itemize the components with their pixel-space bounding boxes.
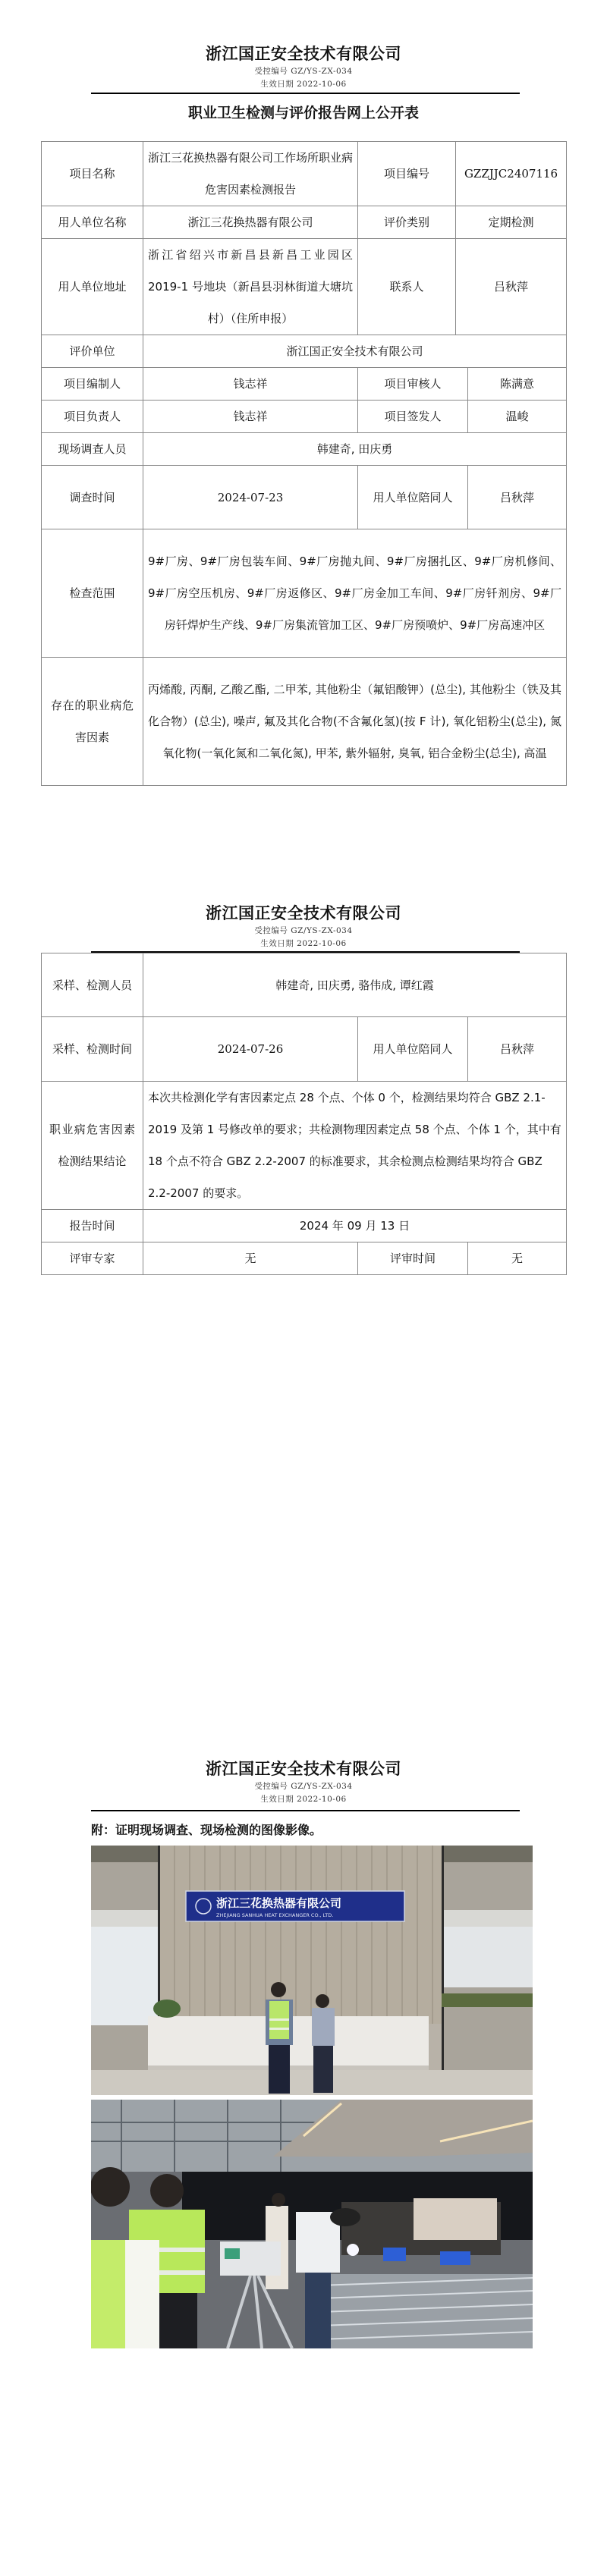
table-row: [42, 368, 567, 401]
company-name: 浙江国正安全技术有限公司: [206, 1759, 401, 1778]
table-row: [42, 1017, 567, 1082]
label-report-time: 报告时间: [42, 1210, 143, 1242]
value-employer-name: 浙江三花换热器有限公司: [143, 206, 358, 239]
company-name: 浙江国正安全技术有限公司: [206, 44, 401, 63]
header-rule: [91, 93, 520, 94]
value-eval-type: 定期检测: [456, 206, 567, 239]
value-leader: 钱志祥: [143, 401, 358, 433]
value-sampling-time: 2024-07-26: [143, 1017, 358, 1082]
value-hazards: 丙烯酸, 丙酮, 乙酸乙酯, 二甲苯, 其他粉尘（氟铝酸钾）(总尘), 其他粉尘（铁及其化合物）(总尘), 噪声, 氟及其化合物(不含氟化氢)(按 F 计), 氧化铝粉尘(总尘), 氮氧化物(一氧化氮和二氧化氮), 甲苯, 紫外辐射, 臭氧, 铝合金粉尘(总尘), 高温: [143, 658, 567, 786]
label-issuer: 项目签发人: [358, 401, 468, 433]
value-scope: 9#厂房、9#厂房包装车间、9#厂房抛丸间、9#厂房捆扎区、9#厂房机修间、9#厂房空压机房、9#厂房返修区、9#厂房金加工车间、9#厂房钎剂房、9#厂房钎焊炉生产线、9#厂房集流管加工区、9#厂房预喷炉、9#厂房高速冲区: [143, 529, 567, 658]
sign-text-cn: 浙江三花换热器有限公司: [216, 1896, 342, 1910]
table-row: [42, 1210, 567, 1242]
value-eval-org: 浙江国正安全技术有限公司: [143, 335, 567, 368]
effective-date: 生效日期 2022-10-06: [260, 1795, 347, 1804]
value-project-no: GZZJJC2407116: [456, 142, 567, 206]
photo-workshop: [91, 2100, 533, 2348]
table-row: [42, 953, 567, 1017]
table-row: [42, 466, 567, 529]
value-survey-time: 2024-07-23: [143, 466, 358, 529]
label-sampling-staff: 采样、检测人员: [42, 953, 143, 1017]
label-eval-type: 评价类别: [358, 206, 456, 239]
table-row: [42, 658, 567, 786]
control-number: 受控编号 GZ/YS-ZX-034: [254, 1782, 353, 1791]
label-project-no: 项目编号: [358, 142, 456, 206]
table-row: [42, 335, 567, 368]
label-accompany: 用人单位陪同人: [358, 1017, 468, 1082]
report-table-2: [41, 953, 567, 1275]
label-reviewer: 项目审核人: [358, 368, 468, 401]
label-compiler: 项目编制人: [42, 368, 143, 401]
label-project-name: 项目名称: [42, 142, 143, 206]
photo-lobby: [91, 1846, 533, 2095]
label-review-time: 评审时间: [358, 1242, 468, 1275]
report-table-1: [41, 141, 567, 786]
value-report-time: 2024 年 09 月 13 日: [143, 1210, 567, 1242]
label-survey-time: 调查时间: [42, 466, 143, 529]
attachment-caption: 附：证明现场调查、现场检测的图像影像。: [91, 1823, 322, 1837]
value-expert: 无: [143, 1242, 358, 1275]
table-row: [42, 529, 567, 658]
value-employer-address: 浙江省绍兴市新昌县新昌工业园区 2019-1 号地块（新昌县羽林街道大塘坑村）（住所申报）: [143, 239, 358, 335]
label-leader: 项目负责人: [42, 401, 143, 433]
label-contact: 联系人: [358, 239, 456, 335]
value-conclusion: 本次共检测化学有害因素定点 28 个点、个体 0 个，检测结果均符合 GBZ 2.1-2019 及第 1 号修改单的要求；共检测物理因素定点 58 个点、个体 1 个，其中有 18 个点不符合 GBZ 2.2-2007 的标准要求，其余检测点检测结果均符合 GBZ 2.2-2007 的要求。: [143, 1082, 567, 1210]
label-expert: 评审专家: [42, 1242, 143, 1275]
header-rule: [91, 1810, 520, 1811]
value-issuer: 温峻: [468, 401, 567, 433]
value-accompany: 吕秋萍: [468, 466, 567, 529]
label-conclusion: 职业病危害因素检测结果结论: [42, 1082, 143, 1210]
company-name: 浙江国正安全技术有限公司: [206, 903, 401, 922]
table-row: [42, 206, 567, 239]
table-row: [42, 433, 567, 466]
value-compiler: 钱志祥: [143, 368, 358, 401]
value-reviewer: 陈满意: [468, 368, 567, 401]
table-row: [42, 1242, 567, 1275]
value-project-name: 浙江三花换热器有限公司工作场所职业病危害因素检测报告: [143, 142, 358, 206]
table-row: [42, 142, 567, 206]
control-number: 受控编号 GZ/YS-ZX-034: [254, 926, 353, 935]
page-title: 职业卫生检测与评价报告网上公开表: [187, 105, 419, 121]
table-row: [42, 1082, 567, 1210]
label-eval-org: 评价单位: [42, 335, 143, 368]
label-survey-staff: 现场调查人员: [42, 433, 143, 466]
label-sampling-time: 采样、检测时间: [42, 1017, 143, 1082]
label-scope: 检查范围: [42, 529, 143, 658]
sign-text-en: ZHEJIANG SANHUA HEAT EXCHANGER CO., LTD.: [216, 1912, 334, 1918]
table-row: [42, 401, 567, 433]
label-accompany: 用人单位陪同人: [358, 466, 468, 529]
effective-date: 生效日期 2022-10-06: [260, 80, 347, 89]
table-row: [42, 239, 567, 335]
label-employer-address: 用人单位地址: [42, 239, 143, 335]
effective-date: 生效日期 2022-10-06: [260, 939, 347, 948]
value-accompany: 吕秋萍: [468, 1017, 567, 1082]
value-review-time: 无: [468, 1242, 567, 1275]
value-sampling-staff: 韩建奇, 田庆勇, 骆伟成, 谭红霞: [143, 953, 567, 1017]
value-contact: 吕秋萍: [456, 239, 567, 335]
label-employer-name: 用人单位名称: [42, 206, 143, 239]
label-hazards: 存在的职业病危害因素: [42, 658, 143, 786]
control-number: 受控编号 GZ/YS-ZX-034: [254, 67, 353, 76]
value-survey-staff: 韩建奇, 田庆勇: [143, 433, 567, 466]
